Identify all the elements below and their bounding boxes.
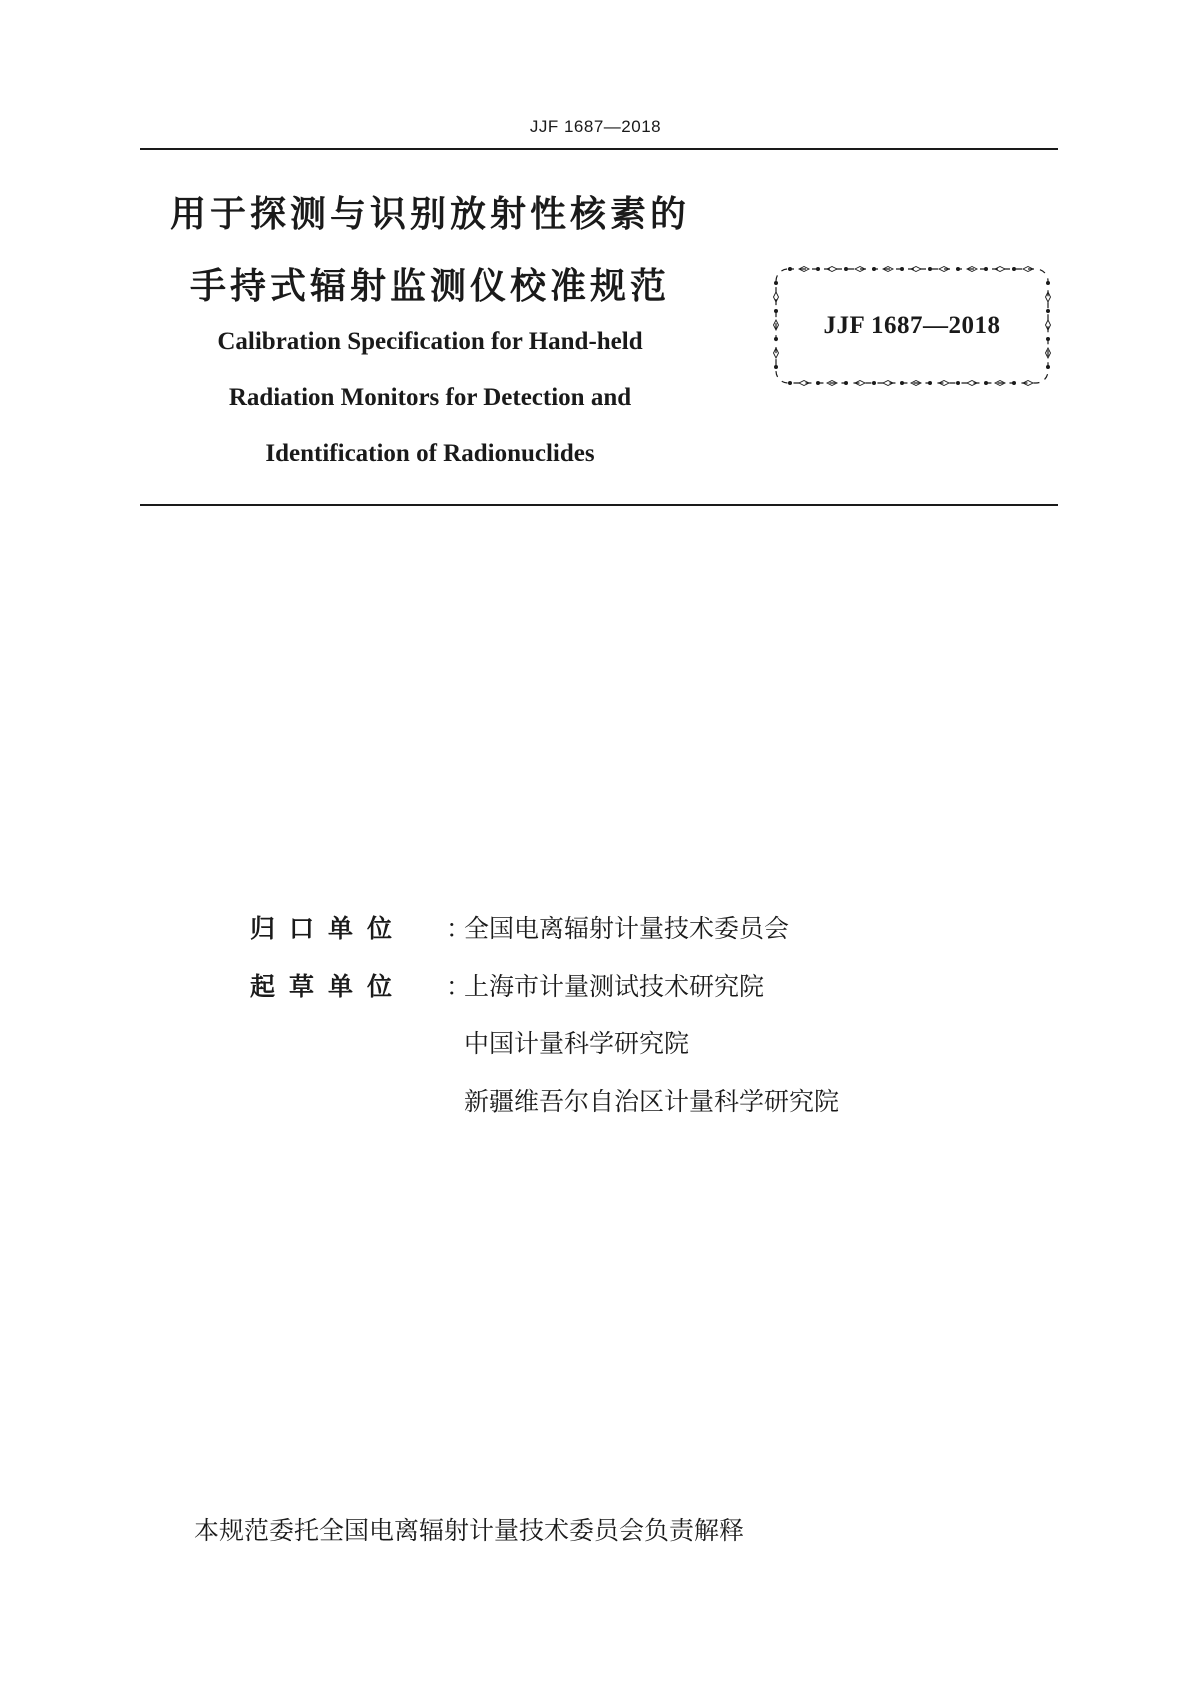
- border-dot-icon: [1046, 365, 1050, 369]
- title-en-line-2: Radiation Monitors for Detection and: [228, 384, 632, 411]
- responsible-unit-value: 全国电离辐射计量技术委员会: [464, 914, 790, 943]
- responsible-unit-label: 归口单位: [250, 914, 407, 943]
- drafting-unit-value-2: 中国计量科学研究院: [464, 1029, 690, 1058]
- border-dot-icon: [1012, 267, 1016, 271]
- drafting-unit-value-1: 上海市计量测试技术研究院: [464, 972, 765, 1001]
- running-header-code: JJF 1687—2018: [529, 117, 662, 136]
- border-dot-icon: [816, 267, 820, 271]
- drafting-unit-label: 起草单位: [250, 972, 407, 1001]
- top-rule: [140, 148, 1058, 150]
- border-dot-icon: [774, 365, 778, 369]
- border-dot-icon: [816, 381, 820, 385]
- border-dot-icon: [844, 267, 848, 271]
- standard-code-box: [772, 265, 1052, 387]
- border-dot-icon: [872, 267, 876, 271]
- responsible-unit-colon: ：: [446, 914, 472, 943]
- title-en-line-1: Calibration Specification for Hand-held: [217, 328, 643, 355]
- border-dot-icon: [872, 381, 876, 385]
- standard-code-text: JJF 1687—2018: [823, 312, 1001, 339]
- border-dot-icon: [1046, 281, 1050, 285]
- border-dot-icon: [928, 381, 932, 385]
- border-dot-icon: [984, 267, 988, 271]
- title-zh-line-2: 手持式辐射监测仪校准规范: [189, 266, 670, 307]
- border-dot-icon: [984, 381, 988, 385]
- drafting-unit-value-3: 新疆维吾尔自治区计量科学研究院: [464, 1087, 840, 1116]
- border-dot-icon: [928, 267, 932, 271]
- border-dot-icon: [774, 281, 778, 285]
- border-dot-icon: [900, 381, 904, 385]
- border-dot-icon: [788, 381, 792, 385]
- border-dot-icon: [788, 267, 792, 271]
- drafting-unit-colon: ：: [446, 972, 472, 1001]
- responsible-unit-row: [250, 914, 789, 944]
- border-dot-icon: [844, 381, 848, 385]
- border-dot-icon: [956, 267, 960, 271]
- interpretation-note: 本规范委托全国电离辐射计量技术委员会负责解释: [194, 1516, 745, 1545]
- border-dot-icon: [1012, 381, 1016, 385]
- title-en-line-3: Identification of Radionuclides: [265, 440, 595, 467]
- border-dot-icon: [900, 267, 904, 271]
- bottom-rule: [140, 504, 1058, 506]
- drafting-unit-row: [250, 972, 764, 1002]
- title-zh-line-1: 用于探测与识别放射性核素的: [169, 194, 690, 235]
- border-dot-icon: [956, 381, 960, 385]
